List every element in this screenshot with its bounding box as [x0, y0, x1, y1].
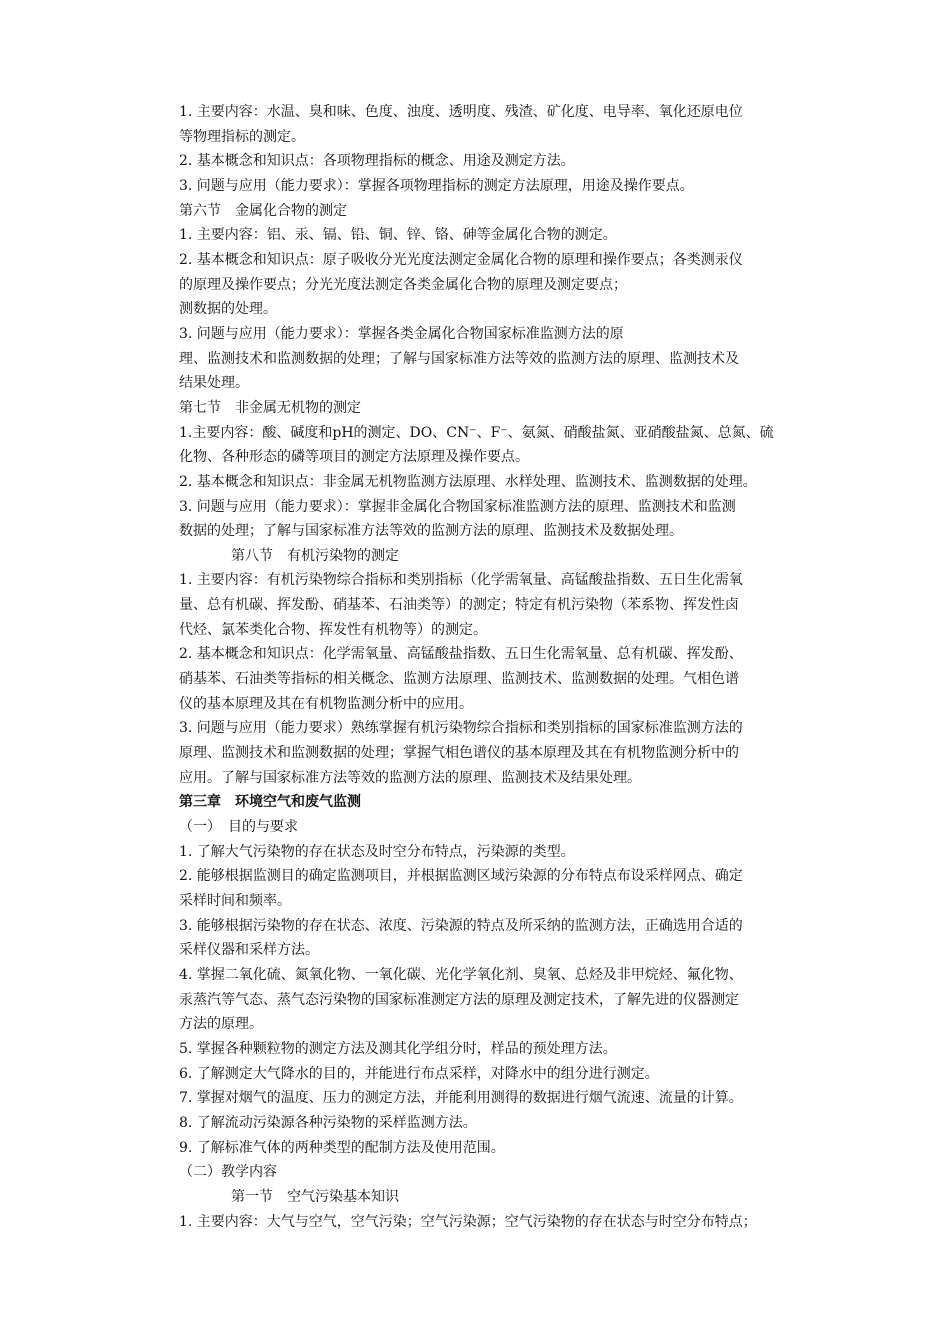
text-line: （一） 目的与要求 — [179, 819, 298, 836]
text-line: 结果处理。 — [179, 375, 249, 392]
text-line: 数据的处理；了解与国家标准方法等效的监测方法的原理、监测技术及数据处理。 — [179, 523, 683, 540]
text-line: 化物、各种形态的磷等项目的测定方法原理及操作要点。 — [179, 449, 529, 466]
text-line: 的原理及操作要点；分光光度法测定各类金属化合物的原理及测定要点； — [179, 276, 627, 293]
text-line: 3. 问题与应用（能力要求）：掌握各类金属化合物国家标准监测方法的原 — [179, 325, 624, 342]
text-line: 采样仪器和采样方法。 — [179, 942, 319, 959]
text-line: 2. 基本概念和知识点：各项物理指标的概念、用途及测定方法。 — [179, 153, 575, 170]
text-line: 2. 基本概念和知识点：非金属无机物监测方法原理、水样处理、监测技术、监测数据的处理。 — [179, 473, 757, 490]
text-line: 1. 主要内容：大气与空气，空气污染；空气污染源；空气污染物的存在状态与时空分布特点； — [179, 1213, 757, 1230]
text-line: 9. 了解标准气体的两种类型的配制方法及使用范围。 — [179, 1139, 505, 1156]
text-line: 方法的原理。 — [179, 1016, 263, 1033]
text-line: 3. 问题与应用（能力要求）：掌握各项物理指标的测定方法原理，用途及操作要点。 — [179, 177, 694, 194]
text-line: 硝基苯、石油类等指标的相关概念、监测方法原理、监测技术、监测数据的处理。气相色谱 — [179, 671, 739, 688]
text-line: 1. 了解大气污染物的存在状态及时空分布特点，污染源的类型。 — [179, 843, 575, 860]
text-line: 第七节 非金属无机物的测定 — [179, 399, 361, 416]
text-line: 1.主要内容：酸、碱度和pH的测定、DO、CN⁻、F⁻、氨氮、硝酸盐氮、亚硝酸盐氮、总氮、硫 — [179, 424, 774, 441]
text-line: 4. 掌握二氧化硫、氮氧化物、一氧化碳、光化学氧化剂、臭氧、总烃及非甲烷烃、氟化物、 — [179, 966, 743, 983]
text-line: （二）教学内容 — [179, 1164, 277, 1181]
text-line: 原理、监测技术和监测数据的处理；掌握气相色谱仪的基本原理及其在有机物监测分析中的 — [179, 745, 739, 762]
text-line: 8. 了解流动污染源各种污染物的采样监测方法。 — [179, 1114, 477, 1131]
text-line: 汞蒸汽等气态、蒸气态污染物的国家标准测定方法的原理及测定技术，了解先进的仪器测定 — [179, 991, 739, 1008]
text-line: 2. 能够根据监测目的确定监测项目，并根据监测区域污染源的分布特点布设采样网点、确定 — [179, 868, 743, 885]
text-line: 等物理指标的测定。 — [179, 128, 305, 145]
text-line: 代烃、氯苯类化合物、挥发性有机物等）的测定。 — [179, 621, 487, 638]
text-line: 量、总有机碳、挥发酚、硝基苯、石油类等）的测定；特定有机污染物（苯系物、挥发性卤 — [179, 597, 739, 614]
text-line: 2. 基本概念和知识点：原子吸收分光光度法测定金属化合物的原理和操作要点；各类测汞仪 — [179, 251, 743, 268]
text-line: 1. 主要内容：铝、汞、镉、铅、铜、锌、铬、砷等金属化合物的测定。 — [179, 227, 617, 244]
text-line: 测数据的处理。 — [179, 301, 277, 318]
text-line: 第六节 金属化合物的测定 — [179, 202, 347, 219]
text-line: 3. 问题与应用（能力要求）：掌握非金属化合物国家标准监测方法的原理、监测技术和监测 — [179, 498, 736, 515]
text-line: 仪的基本原理及其在有机物监测分析中的应用。 — [179, 695, 473, 712]
text-line: 第一节 空气污染基本知识 — [231, 1188, 399, 1205]
text-line: 3. 问题与应用（能力要求）熟练掌握有机污染物综合指标和类别指标的国家标准监测方法的 — [179, 720, 743, 737]
text-line: 1. 主要内容：水温、臭和味、色度、浊度、透明度、残渣、矿化度、电导率、氧化还原电位 — [179, 104, 743, 120]
text-line: 5. 掌握各种颗粒物的测定方法及测其化学组分时，样品的预处理方法。 — [179, 1040, 617, 1057]
document-body — [179, 100, 863, 1234]
text-line: 应用。了解与国家标准方法等效的监测方法的原理、监测技术及结果处理。 — [179, 769, 641, 786]
text-line: 7. 掌握对烟气的温度、压力的测定方法，并能利用测得的数据进行烟气流速、流量的计算。 — [179, 1090, 743, 1107]
chapter-heading: 第三章 环境空气和废气监测 — [179, 794, 361, 811]
text-line: 6. 了解测定大气降水的目的，并能进行布点采样，对降水中的组分进行测定。 — [179, 1065, 659, 1082]
text-line: 第八节 有机污染物的测定 — [231, 547, 399, 564]
text-line: 3. 能够根据污染物的存在状态、浓度、污染源的特点及所采纳的监测方法，正确选用合适的 — [179, 917, 743, 934]
text-line: 采样时间和频率。 — [179, 893, 291, 909]
text-line: 理、监测技术和监测数据的处理；了解与国家标准方法等效的监测方法的原理、监测技术及 — [179, 350, 739, 367]
text-line: 1. 主要内容：有机污染物综合指标和类别指标（化学需氧量、高锰酸盐指数、五日生化需氧 — [179, 572, 743, 589]
text-line: 2. 基本概念和知识点：化学需氧量、高锰酸盐指数、五日生化需氧量、总有机碳、挥发酚、 — [179, 646, 743, 663]
